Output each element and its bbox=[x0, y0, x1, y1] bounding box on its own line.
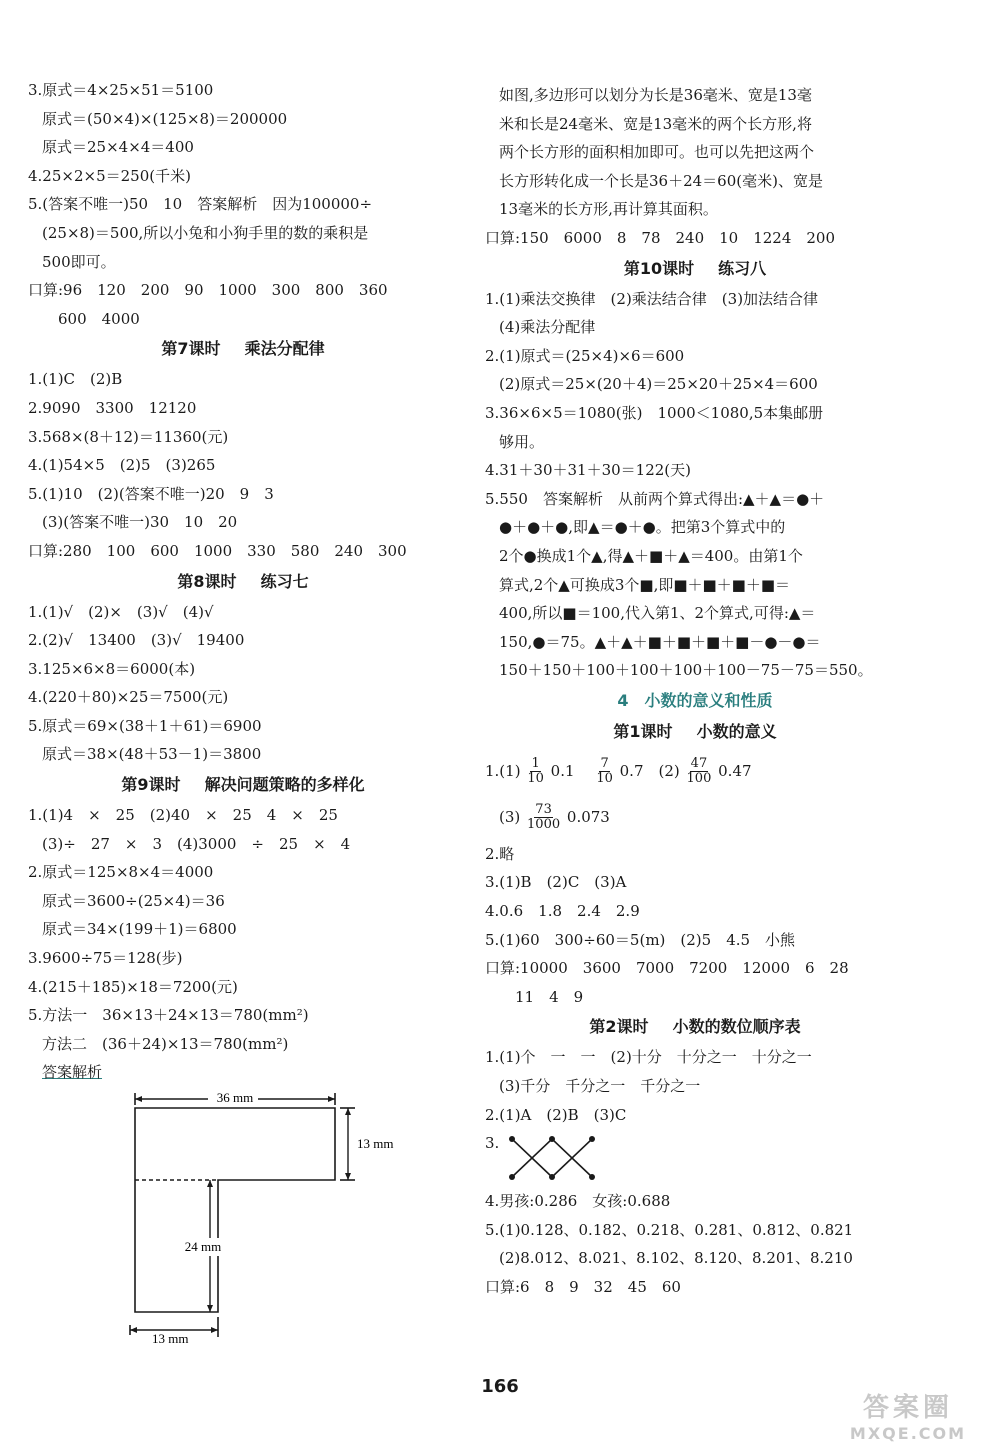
decimal-value: 0.1 bbox=[550, 761, 575, 780]
right-column bbox=[485, 81, 905, 1302]
answer-line: 4.25×2×5＝250(千米) bbox=[28, 166, 191, 185]
answer-line: 够用。 bbox=[499, 432, 545, 451]
decimal-value: 0.073 bbox=[566, 807, 610, 826]
lesson-title: 乘法分配律 bbox=[244, 339, 325, 359]
answer-line: 4.(220＋80)×25＝7500(元) bbox=[28, 688, 229, 707]
answer-line: 3.(1)B (2)C (3)A bbox=[485, 873, 627, 892]
answer-analysis-label: 答案解析 bbox=[42, 1063, 103, 1082]
answer-line: 5.(答案不唯一)50 10 答案解析 因为100000÷ bbox=[28, 195, 373, 214]
mental-math-line: 口算:10000 3600 7000 7200 12000 6 28 bbox=[485, 959, 849, 978]
lesson-heading-u1 bbox=[485, 717, 905, 747]
polygon-diagram bbox=[120, 1085, 400, 1345]
answer-line: 2.(1)A (2)B (3)C bbox=[485, 1105, 627, 1124]
answer-line: 1.(1)个 一 一 (2)十分 十分之一 十分之一 bbox=[485, 1048, 812, 1067]
answer-line: 原式＝(50×4)×(125×8)＝200000 bbox=[42, 109, 288, 128]
lesson-title: 小数的数位顺序表 bbox=[672, 1017, 801, 1037]
decimal-value: 0.7 (2) bbox=[619, 761, 680, 780]
answer-line: 3.568×(8＋12)＝11360(元) bbox=[28, 427, 229, 446]
answer-line: 2.原式＝125×8×4＝4000 bbox=[28, 863, 214, 882]
answer-line: 4.(1)54×5 (2)5 (3)265 bbox=[28, 456, 216, 475]
answer-line: 4.(215＋185)×18＝7200(元) bbox=[28, 977, 238, 996]
numerator: 47 bbox=[690, 756, 708, 772]
numerator: 7 bbox=[600, 756, 609, 772]
analysis-line: 13毫米的长方形,再计算其面积。 bbox=[499, 200, 718, 219]
answer-line: 3.36×6×5＝1080(张) 1000＜1080,5本集邮册 bbox=[485, 403, 824, 422]
answer-line: (3)(答案不唯一)30 10 20 bbox=[42, 513, 238, 532]
answer-line: 1.(1)乘法交换律 (2)乘法结合律 (3)加法结合律 bbox=[485, 289, 819, 308]
answer-line: 2个●换成1个▲,得▲＋■＋▲＝400。由第1个 bbox=[499, 546, 803, 565]
denominator: 100 bbox=[686, 771, 712, 787]
item-number: (3) bbox=[499, 807, 521, 826]
answer-line: (2)原式＝25×(20＋4)＝25×20＋25×4＝600 bbox=[499, 375, 818, 394]
answer-line: ●＋●＋●,即▲＝●＋●。把第3个算式中的 bbox=[499, 518, 786, 537]
answer-line: (3)÷ 27 × 3 (4)3000 ÷ 25 × 4 bbox=[42, 834, 351, 853]
answer-line: 4.0.6 1.8 2.4 2.9 bbox=[485, 902, 640, 921]
item-number: 3. bbox=[485, 1134, 500, 1153]
answer-line: 5.(1)60 300÷60＝5(m) (2)5 4.5 小熊 bbox=[485, 930, 796, 949]
dim-label-13-right: 13 mm bbox=[357, 1136, 394, 1151]
lesson-heading-8 bbox=[28, 567, 458, 597]
answer-line-fractions bbox=[485, 748, 905, 794]
answer-line: 原式＝38×(48＋53－1)＝3800 bbox=[42, 745, 262, 764]
answer-line: 4.男孩:0.286 女孩:0.688 bbox=[485, 1192, 671, 1211]
answer-line: 500即可。 bbox=[42, 252, 116, 271]
denominator: 1000 bbox=[527, 817, 561, 833]
answer-line: 算式,2个▲可换成3个■,即■＋■＋■＋■＝ bbox=[499, 575, 791, 594]
watermark-logo-text: 答案圈 bbox=[862, 1393, 953, 1423]
answer-line: 150＋150＋100＋100＋100＋100－75－75＝550。 bbox=[499, 661, 873, 680]
mental-math-line: 口算:6 8 9 32 45 60 bbox=[485, 1278, 681, 1296]
lesson-title: 解决问题策略的多样化 bbox=[204, 775, 365, 795]
answer-line: 4.31＋30＋31＋30＝122(天) bbox=[485, 461, 691, 480]
polygon-outline bbox=[135, 1108, 335, 1312]
fraction bbox=[527, 803, 560, 832]
mental-math-line: 口算:96 120 200 90 1000 300 800 360 bbox=[28, 281, 388, 300]
answer-line: 2.(2)√ 13400 (3)√ 19400 bbox=[28, 631, 245, 650]
lesson-number: 第8课时 bbox=[177, 571, 237, 591]
matching-lines-diagram bbox=[507, 1133, 597, 1183]
answer-line: 5.550 答案解析 从前两个算式得出:▲＋▲＝●＋ bbox=[485, 489, 825, 508]
site-watermark bbox=[838, 1387, 978, 1443]
fraction bbox=[527, 757, 544, 786]
answer-line: (3)千分 千分之一 千分之一 bbox=[499, 1077, 701, 1096]
lesson-heading-u2 bbox=[485, 1012, 905, 1042]
mental-math-line: 口算:150 6000 8 78 240 10 1224 200 bbox=[485, 228, 836, 247]
numerator: 1 bbox=[531, 756, 540, 772]
fraction bbox=[687, 757, 712, 786]
mental-math-line: 11 4 9 bbox=[515, 987, 584, 1006]
lesson-heading-10 bbox=[485, 254, 905, 284]
answer-line: 400,所以■＝100,代入第1、2个算式,可得:▲＝ bbox=[499, 604, 816, 623]
lesson-number: 第2课时 bbox=[589, 1017, 649, 1037]
lesson-number: 第1课时 bbox=[613, 721, 673, 741]
dim-label-24: 24 mm bbox=[184, 1239, 222, 1254]
mental-math-line: 600 4000 bbox=[58, 309, 140, 328]
denominator: 10 bbox=[596, 771, 613, 787]
unit-heading: 4 小数的意义和性质 bbox=[617, 690, 773, 710]
denominator: 10 bbox=[527, 771, 544, 787]
answer-line: (2)8.012、8.021、8.102、8.120、8.201、8.210 bbox=[499, 1249, 853, 1268]
dim-label-36: 36 mm bbox=[216, 1090, 254, 1105]
analysis-line: 长方形转化成一个长是36＋24＝60(毫米)、宽是 bbox=[499, 171, 823, 190]
answer-line: 1.(1)4 × 25 (2)40 × 25 4 × 25 bbox=[28, 806, 338, 825]
item-number: 1.(1) bbox=[485, 761, 521, 780]
answer-line: 3.125×6×8＝6000(本) bbox=[28, 659, 196, 678]
answer-line: 原式＝25×4×4＝400 bbox=[42, 138, 194, 157]
answer-line: 2.9090 3300 12120 bbox=[28, 398, 197, 417]
analysis-line: 米和长是24毫米、宽是13毫米的两个长方形,将 bbox=[499, 114, 812, 133]
analysis-line: 如图,多边形可以划分为长是36毫米、宽是13毫 bbox=[499, 86, 812, 104]
answer-line: 原式＝34×(199＋1)＝6800 bbox=[42, 920, 237, 939]
answer-line: 3.原式＝4×25×51＝5100 bbox=[28, 81, 214, 99]
lesson-title: 小数的意义 bbox=[696, 721, 777, 741]
page-number: 166 bbox=[481, 1376, 519, 1397]
answer-line: 方法二 (36＋24)×13＝780(mm²) bbox=[42, 1034, 289, 1053]
answer-line: 1.(1)C (2)B bbox=[28, 370, 123, 389]
answer-line: 2.(1)原式＝(25×4)×6＝600 bbox=[485, 346, 685, 365]
answer-line-fractions bbox=[485, 794, 905, 840]
mental-math-line: 口算:280 100 600 1000 330 580 240 300 bbox=[28, 541, 407, 560]
analysis-line: 两个长方形的面积相加即可。也可以先把这两个 bbox=[499, 143, 815, 162]
answer-line: 150,●＝75。▲＋▲＋■＋■＋■＋■－●－●＝ bbox=[499, 632, 821, 651]
answer-line: 5.(1)0.128、0.182、0.218、0.281、0.812、0.821 bbox=[485, 1220, 854, 1239]
lesson-heading-7 bbox=[28, 334, 458, 364]
lesson-title: 练习七 bbox=[260, 571, 309, 591]
lesson-heading-9 bbox=[28, 770, 458, 800]
left-column bbox=[28, 76, 458, 1087]
answer-line: (25×8)＝500,所以小兔和小狗手里的数的乘积是 bbox=[42, 223, 369, 242]
answer-line: 5.(1)10 (2)(答案不唯一)20 9 3 bbox=[28, 484, 274, 503]
matching-answer bbox=[485, 1129, 905, 1187]
decimal-value: 0.47 bbox=[718, 761, 752, 780]
dim-label-13-bottom: 13 mm bbox=[152, 1331, 189, 1345]
numerator: 73 bbox=[535, 802, 552, 818]
answer-line: 5.方法一 36×13＋24×13＝780(mm²) bbox=[28, 1006, 309, 1025]
answer-line: 2.略 bbox=[485, 844, 515, 863]
lesson-number: 第7课时 bbox=[161, 339, 221, 359]
watermark-url: MXQE.COM bbox=[849, 1424, 967, 1443]
lesson-title: 练习八 bbox=[718, 258, 767, 278]
lesson-number: 第9课时 bbox=[121, 775, 181, 795]
lesson-number: 第10课时 bbox=[623, 258, 695, 278]
answer-line: 5.原式＝69×(38＋1＋61)＝6900 bbox=[28, 716, 262, 735]
answer-line: 3.9600÷75＝128(步) bbox=[28, 949, 183, 968]
fraction bbox=[596, 757, 613, 786]
answer-line: 1.(1)√ (2)× (3)√ (4)√ bbox=[28, 602, 214, 621]
answer-line: (4)乘法分配律 bbox=[499, 318, 596, 337]
answer-line: 原式＝3600÷(25×4)＝36 bbox=[42, 891, 225, 910]
